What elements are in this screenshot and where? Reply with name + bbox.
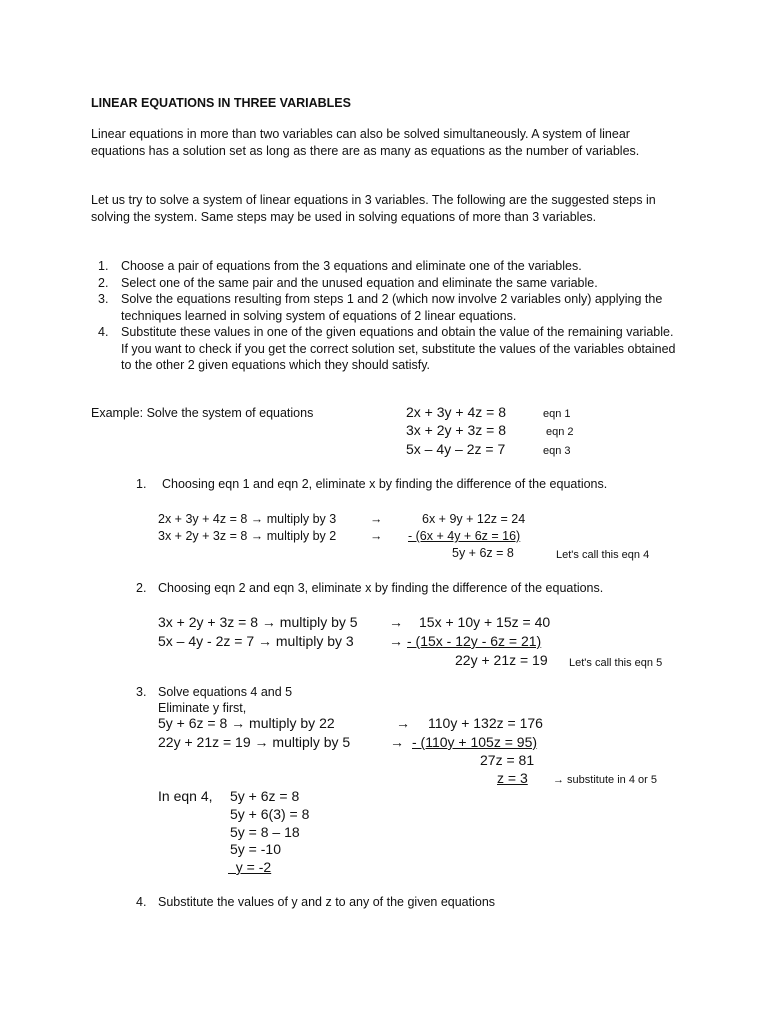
part3-substep: 5y = 8 – 18 [230, 824, 300, 840]
part1-number: 1. [136, 477, 147, 491]
part3-difference: 27z = 81 [480, 752, 535, 768]
part3-line2-result: - (110y + 105z = 95) [412, 734, 538, 750]
eqn-1: 2x + 3y + 4z = 8 [406, 404, 507, 420]
part3-substep: y = -2 [228, 859, 272, 875]
part1-difference: 5y + 6z = 8 [452, 546, 514, 560]
part3-in-eqn: In eqn 4, [158, 788, 213, 804]
part1-line2-result: - (6x + 4y + 6z = 16) [408, 529, 521, 543]
part2-line1-result: 15x + 10y + 15z = 40 [419, 614, 551, 630]
part2-heading: Choosing eqn 2 and eqn 3, eliminate x by finding the difference of the equations. [158, 581, 604, 595]
page-title: LINEAR EQUATIONS IN THREE VARIABLES [91, 96, 351, 110]
eqn-3-tag: eqn 3 [543, 445, 571, 457]
part4-number: 4. [136, 895, 147, 909]
eqn-2-tag: eqn 2 [546, 426, 574, 438]
check-note: If you want to check if you get the correct solution set, substitute the values of the variables obtained to the other 2 given equations which they should satisfy. [121, 341, 676, 372]
part1-note: Let's call this eqn 4 [556, 549, 650, 561]
part2-note: Let's call this eqn 5 [569, 657, 663, 669]
steps-list [98, 258, 688, 374]
eqn-3: 5x – 4y – 2z = 7 [406, 441, 506, 457]
part3-subheading: Eliminate y first, [158, 701, 247, 715]
list-item: 2. Select one of the same pair and the unused equation and eliminate the same variable. [98, 275, 598, 290]
part3-z-note: → substitute in 4 or 5 [553, 774, 657, 786]
part2-line1: 3x + 2y + 3z = 8 → multiply by 5 [158, 614, 358, 630]
part3-number: 3. [136, 685, 147, 699]
part3-line1-result: 110y + 132z = 176 [428, 715, 543, 731]
part2-line2-arrow: → [389, 633, 403, 649]
part1-line1: 2x + 3y + 4z = 8 → multiply by 3 [158, 512, 337, 526]
part1-line2: 3x + 2y + 3z = 8 → multiply by 2 [158, 529, 337, 543]
part2-difference: 22y + 21z = 19 [455, 652, 548, 668]
part1-line1-arrow: → [370, 512, 383, 526]
part2-line1-arrow: → [389, 614, 403, 630]
intro-paragraph-1: Linear equations in more than two variables can also be solved simultaneously. A system of linear equations has a solution set as long as there are as many as equations as the number of variables. [91, 127, 640, 158]
part1-line1-result: 6x + 9y + 12z = 24 [422, 512, 526, 526]
part3-line1: 5y + 6z = 8 → multiply by 22 [158, 715, 335, 731]
part3-substep: 5y + 6(3) = 8 [230, 806, 310, 822]
list-item: 4. Substitute these values in one of the given equations and obtain the value of the remaining variable. [98, 325, 674, 339]
part2-number: 2. [136, 581, 147, 595]
intro-paragraph-2: Let us try to solve a system of linear equations in 3 variables. The following are the suggested steps in solving the system. Same steps may be used in solving equations of more than 3 variables. [91, 193, 656, 224]
part1-heading: Choosing eqn 1 and eqn 2, eliminate x by finding the difference of the equations. [162, 477, 608, 491]
eqn-2: 3x + 2y + 3z = 8 [406, 422, 507, 438]
part2-line2: 5x – 4y - 2z = 7 → multiply by 3 [158, 633, 354, 649]
part2-line2-result: - (15x - 12y - 6z = 21) [407, 633, 542, 649]
part4-heading: Substitute the values of y and z to any of the given equations [158, 895, 496, 909]
list-item: 3. Solve the equations resulting from steps 1 and 2 (which now involve 2 variables only) applying the techniques learned in solving system of equations of 2 linear equations. [98, 292, 663, 323]
part3-substep: 5y = -10 [230, 841, 281, 857]
part3-line2-arrow: → [390, 734, 404, 750]
part3-z-result: z = 3 [497, 770, 528, 786]
part1-line2-arrow: → [370, 529, 383, 543]
part3-line1-arrow: → [396, 715, 410, 731]
part3-heading: Solve equations 4 and 5 [158, 685, 293, 699]
example-label: Example: Solve the system of equations [91, 406, 314, 420]
list-item: 1. Choose a pair of equations from the 3 equations and eliminate one of the variables. [98, 259, 582, 273]
eqn-1-tag: eqn 1 [543, 408, 571, 420]
part3-substep: 5y + 6z = 8 [230, 788, 300, 804]
part3-line2: 22y + 21z = 19 → multiply by 5 [158, 734, 351, 750]
